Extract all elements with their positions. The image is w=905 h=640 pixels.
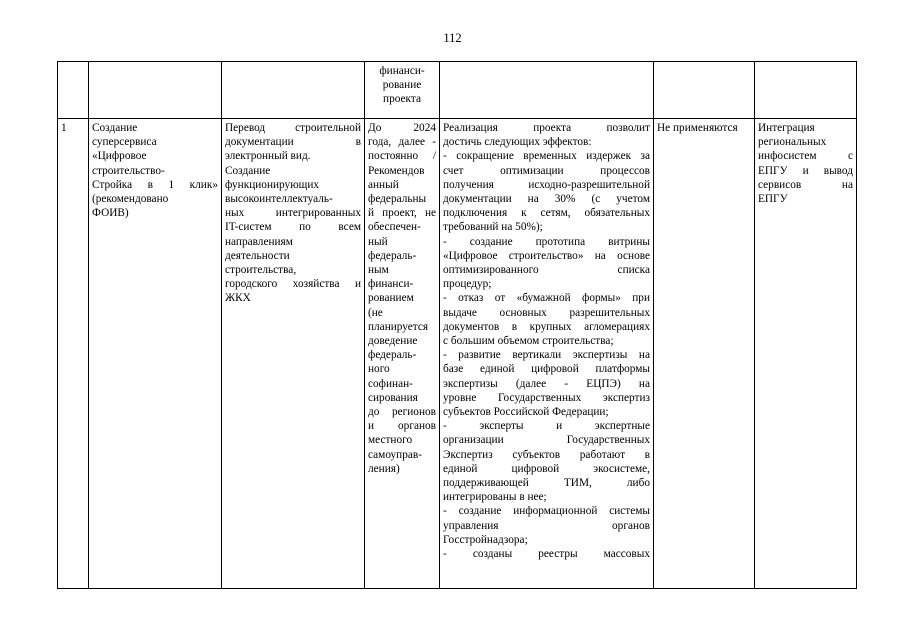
text-line: процедур;	[443, 278, 492, 291]
text-line: обеспечен-	[368, 221, 421, 234]
cont-cell-name	[89, 62, 222, 119]
text-line: Интеграция	[758, 122, 815, 134]
text-line: Рекомендов	[368, 164, 425, 177]
text-line: софинан-	[368, 377, 413, 390]
text-line: й проект, не	[368, 207, 436, 220]
text-line: До 2024	[368, 122, 436, 134]
measure-term-funding	[365, 119, 440, 589]
text-line: ЖКХ	[225, 292, 251, 305]
text-line: управления органов	[443, 519, 650, 532]
text-line: организации Государственных	[443, 434, 650, 447]
text-line: требований на 50%);	[443, 221, 543, 234]
text-line: документации на 30% (с учетом	[443, 193, 650, 206]
text-line: года, далее -	[368, 136, 436, 149]
table-row	[58, 119, 857, 589]
measure-integration-lines	[758, 121, 853, 206]
funding-line: проекта	[383, 93, 421, 106]
text-line: выдаче основных разрешительных	[443, 306, 650, 319]
text-line: «Цифровое	[92, 150, 147, 163]
text-line: - создание информационной системы	[443, 505, 650, 518]
text-line: достичь следующих эффектов:	[443, 136, 592, 149]
text-line: подключения к сетям, обязательных	[443, 207, 650, 220]
text-line: сервисов на	[758, 178, 853, 191]
continuation-row	[58, 62, 857, 119]
text-line: постоянно /	[368, 150, 436, 163]
text-line: инфосистем с	[758, 150, 853, 163]
text-line: - отказ от «бумажной формы» при	[443, 292, 650, 305]
text-line: доведение	[368, 335, 418, 348]
text-line: ЕПГУ	[758, 193, 788, 206]
text-line: получения исходно-разрешительной	[443, 178, 650, 191]
text-line: (не	[368, 306, 383, 319]
text-line: с большим объемом строительства;	[443, 335, 614, 348]
text-line: интегрированы в нее;	[443, 491, 547, 504]
text-line: и органов	[368, 420, 436, 433]
text-line: планируется	[368, 320, 429, 333]
text-line: ного	[368, 363, 390, 376]
text-line: ФОИВ)	[92, 207, 129, 220]
text-line: электронный вид.	[225, 150, 311, 163]
text-line: Госстройнадзора;	[443, 533, 528, 546]
text-line: направлениям	[225, 235, 293, 248]
text-line: федераль-	[368, 249, 417, 262]
text-line: IT-систем по всем	[225, 221, 361, 234]
cont-cell-effects	[440, 62, 654, 119]
measure-effects-lines	[443, 121, 650, 561]
text-line: документов в крупных агломерациях	[443, 320, 650, 333]
text-line: документации в	[225, 136, 361, 149]
text-line: финанси-	[368, 278, 414, 291]
text-line: ления)	[368, 462, 400, 475]
text-line: местного	[368, 434, 413, 447]
text-line: Стройка в 1 клик»	[92, 178, 218, 191]
cont-cell-num	[58, 62, 89, 119]
text-line: ный	[368, 235, 388, 248]
measures-table	[57, 61, 857, 589]
text-line: Создание	[92, 122, 138, 134]
text-line: субъектов Российской Федерации;	[443, 406, 609, 419]
text-line: ных интегрированных	[225, 207, 361, 220]
text-line: региональных	[758, 136, 827, 149]
text-line: суперсервиса	[92, 136, 157, 149]
measure-name-lines	[92, 121, 218, 220]
text-line: - созданы реестры массовых	[443, 548, 650, 561]
text-line: деятельности	[225, 249, 290, 262]
cont-cell-restrictions	[654, 62, 755, 119]
text-line: - эксперты и экспертные	[443, 420, 650, 433]
cont-cell-funding	[365, 62, 440, 119]
text-line: «Цифровое строительство» на основе	[443, 249, 650, 262]
measure-integration	[755, 119, 857, 589]
text-line: счет оптимизации процессов	[443, 164, 650, 177]
text-line: экспертизы (далее - ЕЦПЭ) на	[443, 377, 650, 390]
text-line: Перевод строительной	[225, 122, 361, 134]
measure-term-lines	[368, 121, 436, 476]
text-line: строительство-	[92, 164, 165, 177]
text-line: поддерживающей ТИМ, либо	[443, 477, 650, 490]
row-number: 1	[58, 119, 89, 589]
cont-cell-desc	[222, 62, 365, 119]
text-line: самоуправ-	[368, 448, 422, 461]
text-line: рованием	[368, 292, 414, 305]
text-line: - развитие вертикали экспертизы на	[443, 349, 650, 362]
measure-description	[222, 119, 365, 589]
text-line: анный	[368, 178, 399, 191]
text-line: городского хозяйства и	[225, 278, 361, 291]
text-line: Реализация проекта позволит	[443, 122, 650, 134]
text-line: оптимизированного списка	[443, 264, 650, 277]
text-line: базе единой цифровой платформы	[443, 363, 650, 376]
text-line: до регионов	[368, 406, 436, 419]
funding-line: рование	[382, 79, 422, 92]
text-line: федеральны	[368, 193, 427, 206]
text-line: (рекомендовано	[92, 193, 169, 206]
measure-restrictions: Не применяются	[654, 119, 755, 589]
text-line: федераль-	[368, 349, 417, 362]
cont-cell-integration	[755, 62, 857, 119]
text-line: Создание	[225, 164, 271, 177]
text-line: ным	[368, 264, 389, 277]
text-line: - создание прототипа витрины	[443, 235, 650, 248]
text-line: ЕПГУ и вывод	[758, 164, 853, 177]
text-line: - сокращение временных издержек за	[443, 150, 650, 163]
funding-line: финанси-	[379, 65, 425, 77]
measure-name	[89, 119, 222, 589]
text-line: сирования	[368, 391, 418, 404]
measure-effects	[440, 119, 654, 589]
page-number: 112	[443, 31, 462, 45]
text-line: строительства,	[225, 264, 297, 277]
text-line: уровне Государственных экспертиз	[443, 391, 650, 404]
measure-description-lines	[225, 121, 361, 306]
text-line: высокоинтеллектуаль-	[225, 193, 333, 206]
text-line: единой цифровой экосистеме,	[443, 462, 650, 475]
text-line: функционирующих	[225, 178, 320, 191]
text-line: Экспертиз субъектов работают в	[443, 448, 650, 461]
